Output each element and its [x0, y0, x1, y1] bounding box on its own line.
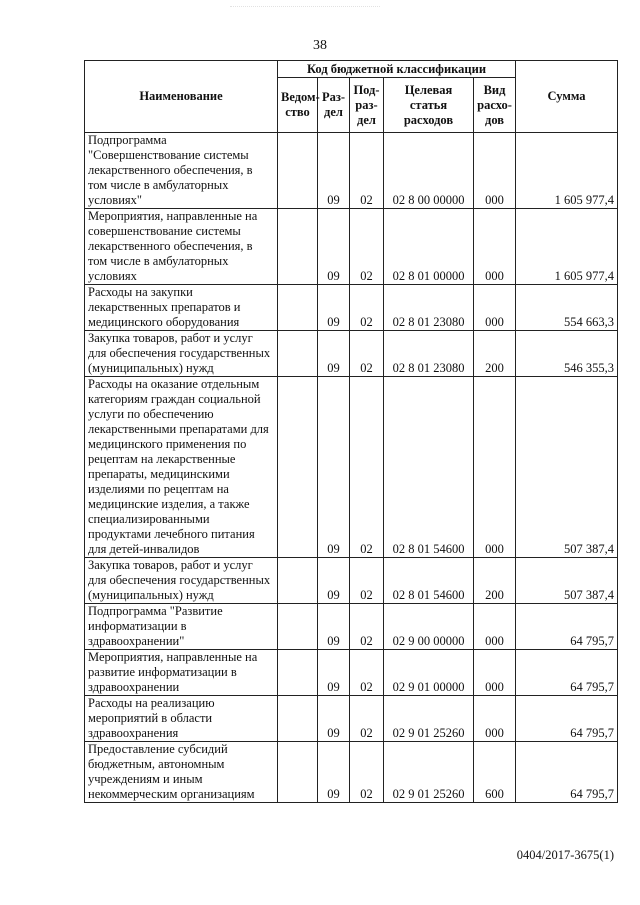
cell-expense-type: 000: [474, 696, 516, 742]
header-subsection: Под-раз-дел: [350, 78, 384, 133]
cell-section: 09: [318, 285, 350, 331]
cell-department: [278, 604, 318, 650]
cell-sum: 507 387,4: [516, 377, 618, 558]
cell-department: [278, 558, 318, 604]
cell-target-article: 02 8 01 54600: [384, 377, 474, 558]
cell-sum: 64 795,7: [516, 650, 618, 696]
header-target-article: Целевая статья расходов: [384, 78, 474, 133]
cell-expense-type: 000: [474, 604, 516, 650]
header-sum: Сумма: [516, 61, 618, 133]
cell-expense-type: 200: [474, 558, 516, 604]
cell-target-article: 02 8 01 23080: [384, 331, 474, 377]
cell-expense-type: 200: [474, 331, 516, 377]
cell-sum: 554 663,3: [516, 285, 618, 331]
cell-name: Расходы на закупки лекарственных препаратов и медицинского оборудования: [85, 285, 278, 331]
cell-name: Предоставление субсидий бюджетным, автономным учреждениям и иным некоммерческим организациям: [85, 742, 278, 803]
header-name: Наименование: [85, 61, 278, 133]
cell-section: 09: [318, 133, 350, 209]
cell-subsection: 02: [350, 742, 384, 803]
cell-sum: 1 605 977,4: [516, 133, 618, 209]
cell-target-article: 02 9 00 00000: [384, 604, 474, 650]
cell-name: Подпрограмма "Развитие информатизации в здравоохранении": [85, 604, 278, 650]
cell-subsection: 02: [350, 650, 384, 696]
document-code: 0404/2017-3675(1): [516, 848, 614, 862]
cell-department: [278, 331, 318, 377]
cell-department: [278, 133, 318, 209]
cell-subsection: 02: [350, 558, 384, 604]
page-number: 38: [313, 38, 327, 53]
cell-target-article: 02 9 01 00000: [384, 650, 474, 696]
cell-department: [278, 650, 318, 696]
table-row: [85, 604, 618, 650]
cell-target-article: 02 9 01 25260: [384, 742, 474, 803]
cell-sum: 507 387,4: [516, 558, 618, 604]
cell-name: Закупка товаров, работ и услуг для обеспечения государственных (муниципальных) нужд: [85, 331, 278, 377]
cell-subsection: 02: [350, 696, 384, 742]
table-row: [85, 742, 618, 803]
cell-sum: 1 605 977,4: [516, 209, 618, 285]
cell-expense-type: 000: [474, 285, 516, 331]
cell-section: 09: [318, 209, 350, 285]
header-department: Ведом-ство: [278, 78, 318, 133]
cell-target-article: 02 8 01 23080: [384, 285, 474, 331]
cell-department: [278, 696, 318, 742]
cell-section: 09: [318, 742, 350, 803]
cell-subsection: 02: [350, 133, 384, 209]
budget-table: [84, 60, 618, 803]
table-row: [85, 331, 618, 377]
table-row: [85, 377, 618, 558]
table-row: [85, 650, 618, 696]
scan-artifact: [230, 6, 380, 17]
header-classification-group: Код бюджетной классификации: [278, 61, 516, 78]
table-row: [85, 696, 618, 742]
table-header: [85, 61, 618, 133]
cell-department: [278, 742, 318, 803]
cell-section: 09: [318, 331, 350, 377]
cell-section: 09: [318, 377, 350, 558]
cell-target-article: 02 8 01 00000: [384, 209, 474, 285]
cell-name: Расходы на реализацию мероприятий в области здравоохранения: [85, 696, 278, 742]
cell-name: Закупка товаров, работ и услуг для обеспечения государственных (муниципальных) нужд: [85, 558, 278, 604]
table-row: [85, 285, 618, 331]
cell-expense-type: 000: [474, 377, 516, 558]
cell-subsection: 02: [350, 377, 384, 558]
cell-name: Мероприятия, направленные на совершенствование системы лекарственного обеспечения, в том числе в амбулаторных условиях: [85, 209, 278, 285]
cell-target-article: 02 8 00 00000: [384, 133, 474, 209]
cell-subsection: 02: [350, 285, 384, 331]
cell-sum: 64 795,7: [516, 742, 618, 803]
cell-name: Расходы на оказание отдельным категориям граждан социальной услуги по обеспечению лекарственными препаратами для медицинского применения по рецептам на лекарственные препараты, медицинскими изделиями по рецептам на медицинские изделия, а также специализированными продуктами лечебного питания для детей-инвалидов: [85, 377, 278, 558]
cell-section: 09: [318, 650, 350, 696]
cell-name: Мероприятия, направленные на развитие информатизации в здравоохранении: [85, 650, 278, 696]
cell-subsection: 02: [350, 209, 384, 285]
cell-subsection: 02: [350, 331, 384, 377]
header-expense-type: Вид расхо-дов: [474, 78, 516, 133]
cell-expense-type: 000: [474, 133, 516, 209]
table-row: [85, 209, 618, 285]
table-body: [85, 133, 618, 803]
header-section: Раз-дел: [318, 78, 350, 133]
cell-expense-type: 000: [474, 650, 516, 696]
cell-section: 09: [318, 558, 350, 604]
cell-target-article: 02 8 01 54600: [384, 558, 474, 604]
table-row: [85, 558, 618, 604]
cell-sum: 64 795,7: [516, 696, 618, 742]
cell-sum: 64 795,7: [516, 604, 618, 650]
cell-expense-type: 000: [474, 209, 516, 285]
cell-name: Подпрограмма "Совершенствование системы лекарственного обеспечения, в том числе в амбулаторных условиях": [85, 133, 278, 209]
cell-subsection: 02: [350, 604, 384, 650]
cell-section: 09: [318, 696, 350, 742]
cell-expense-type: 600: [474, 742, 516, 803]
table-row: [85, 133, 618, 209]
cell-section: 09: [318, 604, 350, 650]
cell-target-article: 02 9 01 25260: [384, 696, 474, 742]
cell-department: [278, 209, 318, 285]
cell-department: [278, 377, 318, 558]
cell-department: [278, 285, 318, 331]
cell-sum: 546 355,3: [516, 331, 618, 377]
